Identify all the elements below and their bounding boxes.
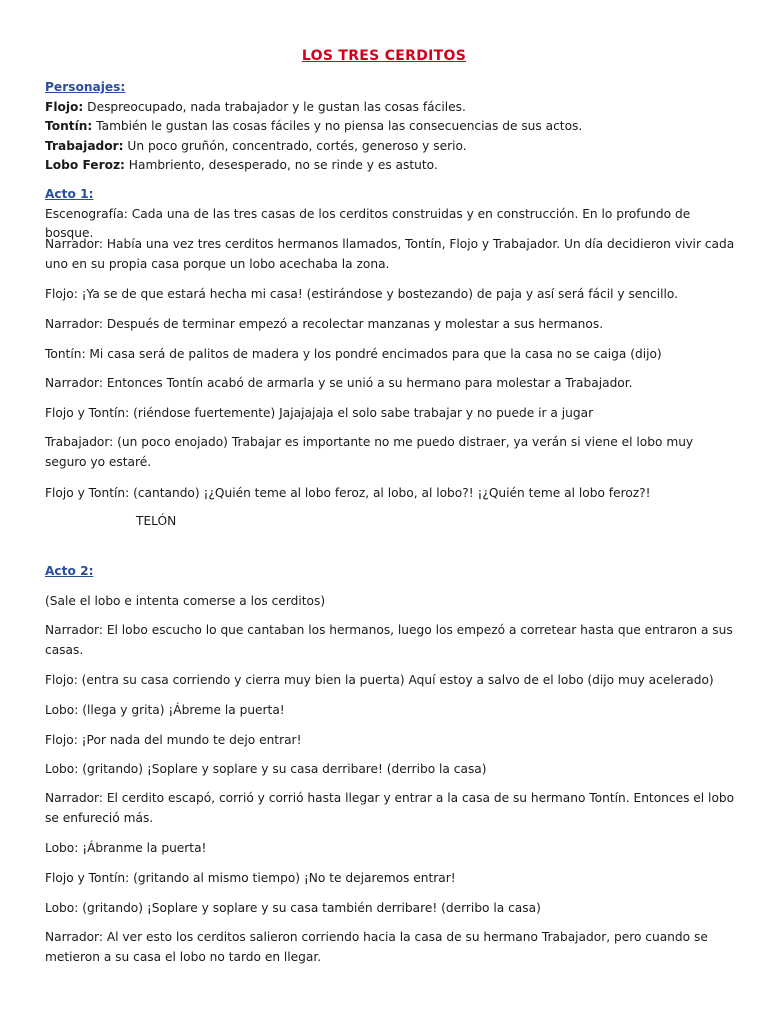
character-lobo-feroz — [45, 156, 735, 176]
personajes-heading: Personajes: — [45, 80, 126, 94]
script-line: Narrador: Después de terminar empezó a recolectar manzanas y molestar a sus hermanos. — [45, 317, 604, 331]
script-line: (Sale el lobo e intenta comerse a los cerditos) — [45, 594, 326, 608]
script-line: Flojo: ¡Ya se de que estará hecha mi casa! (estirándose y bostezando) de paja y así será fácil y sencillo. — [45, 287, 678, 301]
script-line: Flojo y Tontín: (cantando) ¡¿Quién teme al lobo feroz, al lobo, al lobo?! ¡¿Quién teme al lobo feroz?! — [45, 486, 651, 500]
escenografia: Escenografía: Cada una de las tres casas de los cerditos construidas y en construcción. En lo profundo de bosque. — [45, 206, 691, 240]
character-name: Trabajador: — [45, 138, 124, 153]
script-line: Flojo y Tontín: (gritando al mismo tiempo) ¡No te dejaremos entrar! — [45, 871, 456, 885]
script-line: Lobo: ¡Ábranme la puerta! — [45, 841, 207, 855]
character-tontin — [45, 117, 735, 137]
script-line: Trabajador: (un poco enojado) Trabajar es importante no me puedo distraer, ya verán si viene el lobo muy seguro yo estaré. — [45, 435, 694, 469]
script-line: Narrador: Entonces Tontín acabó de armarla y se unió a su hermano para molestar a Trabajador. — [45, 376, 633, 390]
character-flojo — [45, 98, 735, 118]
character-desc: Despreocupado, nada trabajador y le gustan las cosas fáciles. — [83, 99, 466, 114]
script-line: Narrador: El cerdito escapó, corrió y corrió hasta llegar y entrar a la casa de su hermano Tontín. Entonces el lobo se enfureció más. — [45, 791, 735, 825]
script-line: Flojo y Tontín: (riéndose fuertemente) Jajajajaja el solo sabe trabajar y no puede ir a jugar — [45, 406, 594, 420]
personajes-section — [45, 78, 735, 176]
character-trabajador — [45, 137, 735, 157]
character-name: Tontín: — [45, 119, 93, 133]
character-name: Flojo: — [45, 99, 84, 114]
script-line: Narrador: El lobo escucho lo que cantaban los hermanos, luego los empezó a corretear hasta que entraron a sus casas. — [45, 623, 733, 657]
acto1-heading: Acto 1: — [45, 187, 94, 201]
character-name: Lobo Feroz: — [45, 158, 125, 172]
character-desc: Hambriento, desesperado, no se rinde y es astuto. — [124, 158, 438, 172]
telon-label: TELÓN — [136, 514, 177, 528]
script-line: Tontín: Mi casa será de palitos de madera y los pondré encimados para que la casa no se caiga (dijo) — [45, 347, 662, 361]
character-desc: También le gustan las cosas fáciles y no piensa las consecuencias de sus actos. — [92, 119, 583, 133]
script-line: Lobo: (llega y grita) ¡Ábreme la puerta! — [45, 703, 285, 717]
script-line: Lobo: (gritando) ¡Soplare y soplare y su casa también derribare! (derribo la casa) — [45, 901, 541, 915]
script-line: Flojo: (entra su casa corriendo y cierra muy bien la puerta) Aquí estoy a salvo de el lobo (dijo muy acelerado) — [45, 673, 714, 687]
script-line: Narrador: Al ver esto los cerditos salieron corriendo hacia la casa de su hermano Trabajador, pero cuando se metieron a su casa el lobo no tardo en llegar. — [45, 930, 708, 964]
acto2-heading: Acto 2: — [45, 564, 94, 578]
document-title: LOS TRES CERDITOS — [301, 48, 467, 64]
character-desc: Un poco gruñón, concentrado, cortés, generoso y serio. — [123, 138, 467, 153]
script-line: Lobo: (gritando) ¡Soplare y soplare y su casa derribare! (derribo la casa) — [45, 762, 487, 776]
script-line: Flojo: ¡Por nada del mundo te dejo entrar! — [45, 733, 302, 747]
script-line: Narrador: Había una vez tres cerditos hermanos llamados, Tontín, Flojo y Trabajador. Un día decidieron vivir cada uno en su propia casa porque un lobo acechaba la zona. — [45, 237, 735, 271]
acto2-header — [45, 562, 735, 582]
